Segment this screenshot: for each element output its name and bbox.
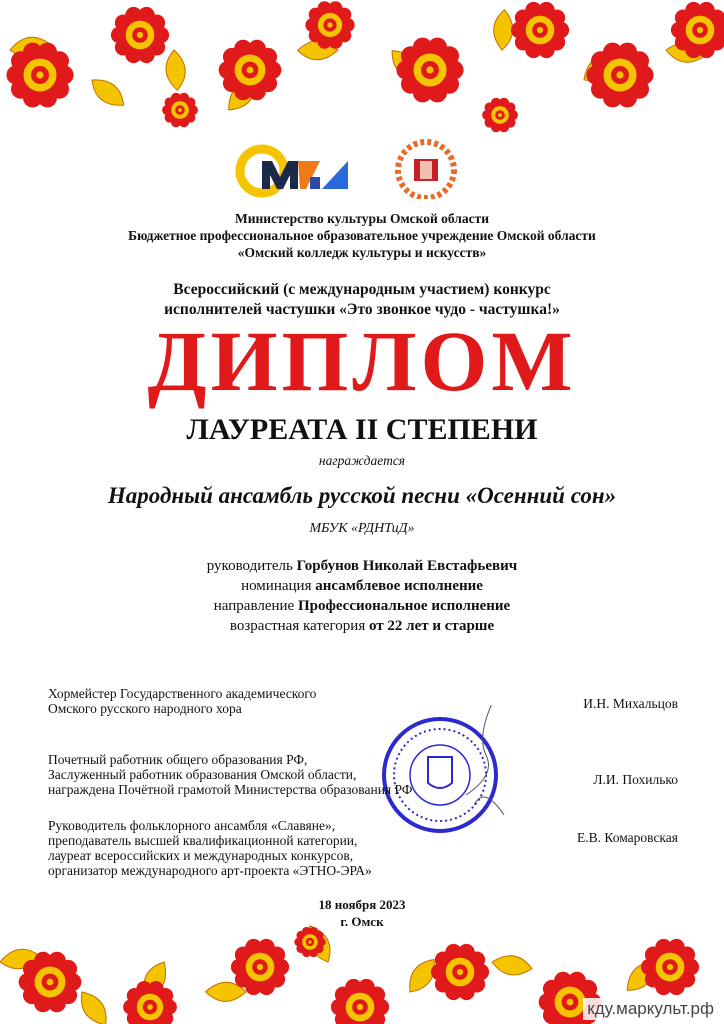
- college-line: «Омский колледж культуры и искусств»: [237, 245, 487, 260]
- flower-ornament: [111, 7, 169, 63]
- flower-ornament: [641, 939, 699, 995]
- flower-ornament: [6, 43, 73, 108]
- ministry-line: Министерство культуры Омской области: [234, 211, 490, 226]
- detail-age: возрастная категория от 22 лет и старше: [229, 618, 495, 634]
- flower-ornament: [294, 927, 325, 957]
- flower-ornament: [586, 43, 653, 108]
- signer-title: Руководитель фольклорного ансамбля «Славяне», преподаватель высшей квалификационной категории, лауреат всероссийских и международных конкурсов, организатор международного арт-проекта «ЭТНО-ЭРА»: [48, 818, 372, 878]
- signer-title: Почетный работник общего образования РФ, Заслуженный работник образования Омской области, награждена Почётной грамотой Министерства образования РФ: [48, 752, 413, 797]
- detail-nomination: номинация ансамблевое исполнение: [241, 578, 483, 594]
- signers-list: [48, 686, 678, 884]
- leaf-ornament: [87, 71, 129, 114]
- signer-2: [48, 752, 678, 818]
- diploma-title: ДИПЛОМ: [147, 313, 577, 409]
- signer-name: Е.В. Комаровская: [577, 830, 678, 845]
- detail-direction: направление Профессиональное исполнение: [213, 598, 511, 614]
- flower-ornament: [511, 2, 569, 58]
- organizer-block: [0, 210, 724, 261]
- flower-ornament: [19, 952, 82, 1013]
- flower-ornament: [123, 981, 177, 1024]
- issue-date: 18 ноября 2023: [318, 897, 406, 912]
- logos: [0, 143, 724, 201]
- flower-ornament: [162, 93, 198, 128]
- flower-ornament: [219, 40, 282, 101]
- omki-logo: [0, 143, 724, 201]
- contest-line: Всероссийский (с международным участием) конкурс: [173, 281, 551, 298]
- flower-ornament: [331, 979, 389, 1024]
- signer-title: Хормейстер Государственного академического Омского русского народного хора: [48, 686, 317, 716]
- flower-ornament: [231, 939, 289, 995]
- institution-line: Бюджетное профессиональное образовательное учреждение Омской области: [128, 228, 596, 243]
- detail-leader: руководитель Горбунов Николай Евстафьевич: [206, 558, 518, 574]
- leaf-ornament: [164, 50, 186, 91]
- issue-city: г. Омск: [340, 914, 384, 929]
- top-ornament-border: [0, 0, 724, 140]
- flower-ornament: [396, 38, 463, 103]
- diploma-degree: ЛАУРЕАТА II СТЕПЕНИ: [186, 413, 538, 446]
- signer-name: И.Н. Михальцов: [583, 696, 678, 711]
- awarded-label: награждается: [318, 453, 406, 468]
- contest-line: исполнителей частушки «Это звонкое чудо - частушка!»: [164, 301, 560, 318]
- signer-3: [48, 818, 678, 884]
- flower-ornament: [431, 944, 489, 1000]
- recipient-organization: МБУК «РДНТиД»: [309, 521, 415, 536]
- flower-ornament: [305, 1, 354, 49]
- festival-emblem: [390, 137, 470, 199]
- signer-1: [48, 686, 678, 752]
- signer-name: Л.И. Похилько: [593, 772, 678, 787]
- details-block: [0, 556, 724, 636]
- leaf-ornament: [76, 986, 112, 1024]
- watermark: кду.маркульт.рф: [583, 998, 718, 1020]
- flower-ornament: [482, 98, 518, 133]
- leaf-ornament: [490, 950, 534, 981]
- recipient-name: Народный ансамбль русской песни «Осенний сон»: [107, 483, 617, 508]
